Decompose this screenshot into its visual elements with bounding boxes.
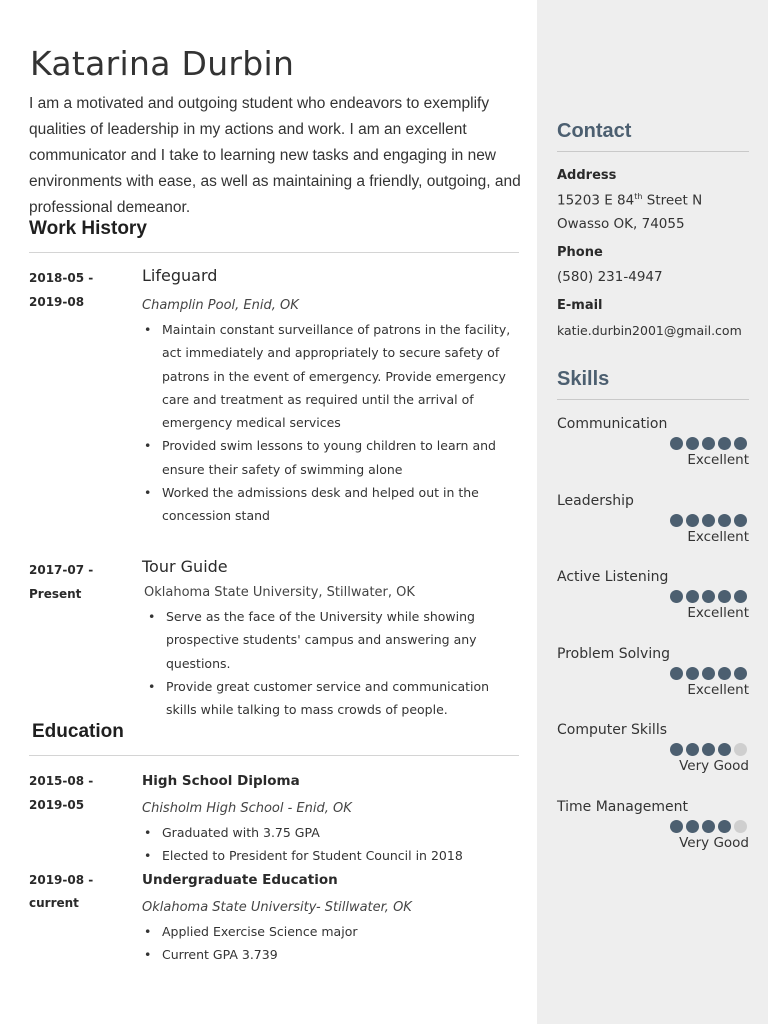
rating-dot-filled [686,820,699,833]
rating-dot-filled [670,820,683,833]
rating-dot-filled [718,514,731,527]
bullet-item: • Applied Exercise Science major [142,920,522,943]
job-place: Oklahoma State University, Stillwater, OK [144,585,415,600]
edu-title: Undergraduate Education [142,872,338,888]
skill-item [557,799,749,869]
skill-rating [670,820,747,833]
job-place: Champlin Pool, Enid, OK [142,298,299,313]
skill-item [557,722,749,792]
address-label: Address [557,168,617,183]
work-history-divider [29,252,519,253]
email-value[interactable]: katie.durbin2001@gmail.com [557,323,742,338]
rating-dot-filled [670,667,683,680]
skill-rating [670,743,747,756]
rating-dot-filled [734,590,747,603]
job-date-start: 2018-05 - [29,271,94,285]
bullet-item: • Graduated with 3.75 GPA [142,821,522,844]
rating-dot-filled [718,590,731,603]
job-date-start: 2017-07 - [29,563,94,577]
bullet-item: • Current GPA 3.739 [142,943,522,966]
edu-date-start: 2015-08 - [29,774,94,788]
phone-label: Phone [557,245,603,260]
rating-dot-empty [734,743,747,756]
rating-dot-filled [734,667,747,680]
skill-level: Very Good [679,758,749,775]
bullet-item: • Worked the admissions desk and helped out in the concession stand [142,481,517,528]
address-line-1: 15203 E 84th Street N [557,192,703,209]
skill-name: Time Management [557,799,688,815]
skill-item [557,416,749,486]
skill-level: Very Good [679,835,749,851]
edu-place: Oklahoma State University- Stillwater, OK [142,900,412,915]
skill-level: Excellent [687,528,749,545]
rating-dot-filled [702,590,715,603]
skill-name: Communication [557,416,668,432]
rating-dot-filled [686,514,699,527]
edu-date-start: 2019-08 - [29,873,94,887]
bullet-item: • Provided swim lessons to young children to learn and ensure their safety of swimming alone [142,434,517,481]
rating-dot-filled [670,514,683,527]
skill-level: Excellent [687,452,749,468]
rating-dot-filled [670,743,683,756]
rating-dot-filled [670,437,683,450]
rating-dot-filled [734,514,747,527]
skill-item [557,569,749,639]
rating-dot-filled [702,743,715,756]
rating-dot-filled [702,820,715,833]
job-title: Tour Guide [142,557,228,576]
summary-paragraph: I am a motivated and outgoing student who endeavors to exemplify qualities of leadership in my actions and work. I am an excellent communicator and I take to learning new tasks and engaging in new environments with ease, as well as maintaining a friendly, outgoing, and professional demeanor. [29,95,521,216]
rating-dot-empty [734,820,747,833]
education-divider [29,755,519,756]
rating-dot-filled [734,437,747,450]
rating-dot-filled [718,743,731,756]
bullet-item: • Provide great customer service and communication skills while talking to mass crowds of people. [146,675,519,722]
job-date-end: Present [29,587,82,601]
skill-name: Active Listening [557,569,669,586]
skill-item [557,493,749,563]
skill-rating [670,590,747,603]
skill-level: Excellent [687,605,749,622]
skill-name: Leadership [557,492,634,509]
candidate-name: Katarina Durbin [30,44,295,83]
skill-rating [670,437,747,450]
rating-dot-filled [702,514,715,527]
email-label: E-mail [557,298,603,313]
job-title: Lifeguard [142,266,218,285]
contact-divider [557,151,749,152]
skills-heading: Skills [557,368,610,390]
contact-heading: Contact [557,120,632,142]
edu-bullets [142,821,522,868]
skill-name: Computer Skills [557,722,668,739]
skill-level: Excellent [687,681,749,698]
edu-date-end: current [29,896,79,910]
skill-name: Problem Solving [557,645,670,662]
rating-dot-filled [686,590,699,603]
phone-value: (580) 231-4947 [557,269,663,285]
edu-date-end: 2019-05 [29,798,85,812]
rating-dot-filled [686,667,699,680]
rating-dot-filled [718,820,731,833]
address-line-2: Owasso OK, 74055 [557,216,685,232]
bullet-item: • Elected to President for Student Council in 2018 [142,844,522,867]
bullet-item: • Serve as the face of the University while showing prospective students' campus and answering any questions. [146,605,519,675]
rating-dot-filled [718,667,731,680]
bullet-item: • Maintain constant surveillance of patrons in the facility, act immediately and appropriately to secure safety of patrons in the event of emergency. Provide emergency care and treatment as required until the arrival of emergency medical services [142,318,517,434]
rating-dot-filled [686,743,699,756]
job-date-end: 2019-08 [29,295,85,309]
skill-rating [670,514,747,527]
edu-place: Chisholm High School - Enid, OK [142,801,352,816]
job-bullets [142,318,517,528]
rating-dot-filled [670,590,683,603]
edu-bullets [142,920,522,967]
work-history-heading: Work History [29,218,147,239]
rating-dot-filled [702,437,715,450]
education-heading: Education [32,721,124,742]
job-bullets [146,605,519,721]
skills-divider [557,399,749,400]
rating-dot-filled [686,437,699,450]
skill-rating [670,667,747,680]
edu-title: High School Diploma [142,773,300,789]
skill-item [557,646,749,716]
rating-dot-filled [702,667,715,680]
rating-dot-filled [718,437,731,450]
